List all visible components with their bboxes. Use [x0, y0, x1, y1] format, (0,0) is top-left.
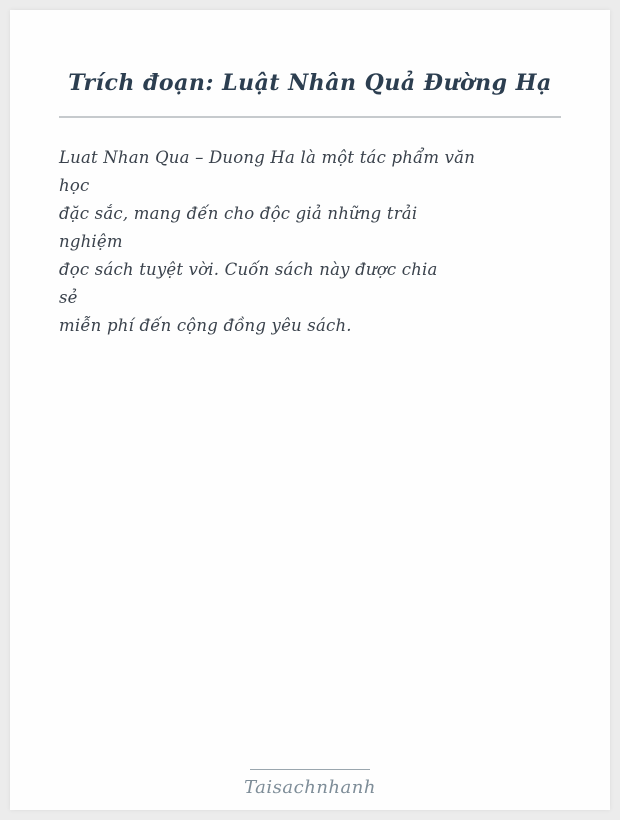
page-footer — [10, 769, 610, 800]
page-title: Trích đoạn: Luật Nhân Quả Đường Hạ — [68, 70, 552, 96]
title-divider — [59, 116, 561, 118]
document-page — [10, 10, 610, 810]
excerpt-line: đọc sách tuyệt vời. Cuốn sách này được chia — [59, 260, 438, 279]
footer-divider — [250, 769, 370, 770]
excerpt-line: miễn phí đến cộng đồng yêu sách. — [59, 316, 352, 335]
excerpt-text — [59, 144, 561, 340]
excerpt-line: học — [59, 176, 90, 195]
excerpt-line: Luat Nhan Qua – Duong Ha là một tác phẩm văn — [59, 148, 476, 167]
footer-brand: Taisachnhanh — [244, 777, 376, 798]
excerpt-line: sẻ — [59, 288, 78, 307]
excerpt-line: đặc sắc, mang đến cho độc giả những trải — [59, 204, 418, 223]
excerpt-line: nghiệm — [59, 232, 123, 251]
